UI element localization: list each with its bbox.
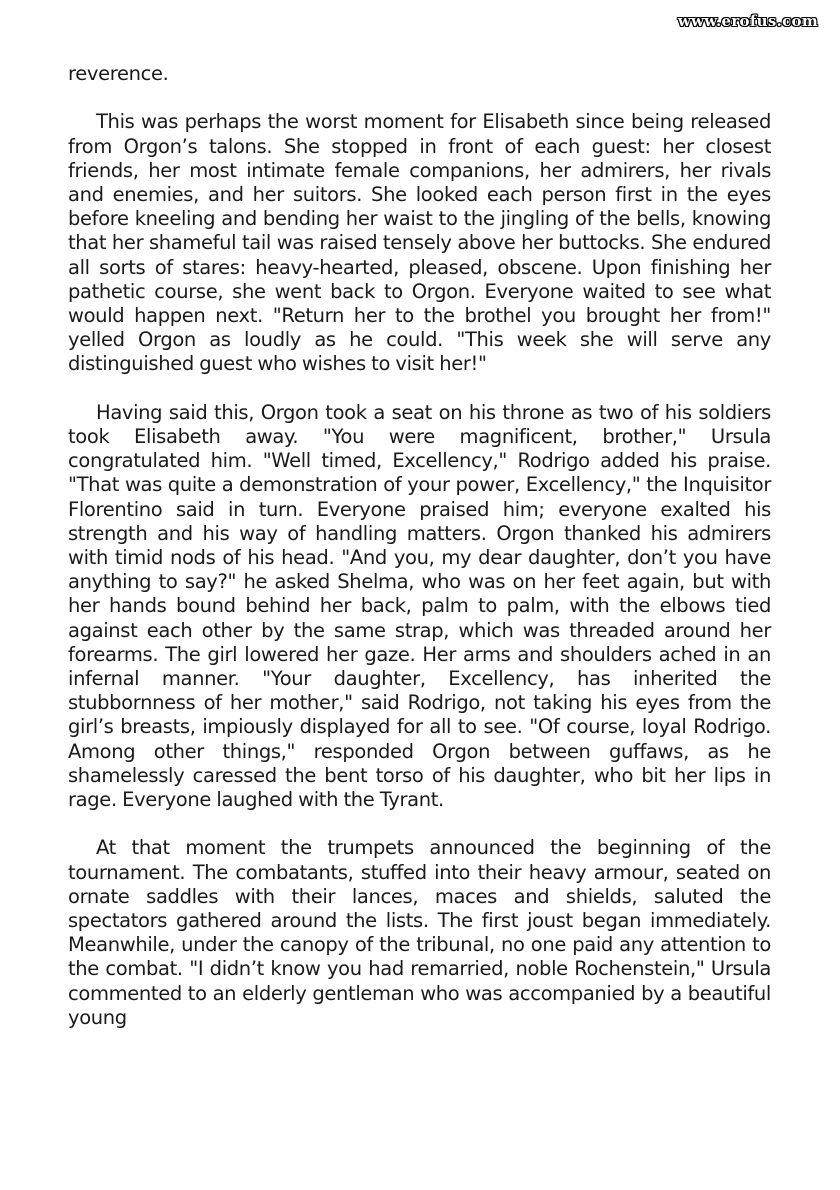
paragraph-continued: reverence. (68, 62, 169, 85)
paragraph-orgon-throne: Having said this, Orgon took a seat on his throne as two of his soldiers took Elisabeth away. "You were magnificent, brother," Ursula congratulated him. "Well timed, Excellency," Rodrigo added his praise. "That was quite a demonstration of your power, Excellency," the Inquisitor Florentino said in turn. Everyone praised him; everyone exalted his strength and his way of handling matters. Orgon thanked his admirers with timid nods of his head. "And you, my dear daughter, don’t you have anything to say?" he asked Shelma, who was on her feet again, but with her hands bound behind her back, palm to palm, with the elbows tied against each other by the same strap, which was threaded around her forearms. The girl lowered her gaze. Her arms and shoulders ached in an infernal manner. "Your daughter, Excellency, has inherited the stubbornness of her mother," said Rodrigo, not taking his eyes from the girl’s breasts, impiously displayed for all to see. "Of course, loyal Rodrigo. Among other things," responded Orgon between guffaws, as he shamelessly caressed the bent torso of his daughter, who bit her lips in rage. Everyone laughed with the Tyrant. (68, 400, 771, 812)
paragraph-elisabeth-guests: This was perhaps the worst moment for Elisabeth since being released from Orgon’s talons. She stopped in front of each guest: her closest friends, her most intimate female companions, her admirers, her rivals and enemies, and her suitors. She looked each person first in the eyes before kneeling and bending her waist to the jingling of the bells, knowing that her shameful tail was raised tensely above her buttocks. She endured all sorts of stares: heavy-hearted, pleased, obscene. Upon finishing her pathetic course, she went back to Orgon. Everyone waited to see what would happen next. "Return her to the brothel you brought her from!" yelled Orgon as loudly as he could. "This week she will serve any distinguished guest who wishes to visit her!" (68, 110, 771, 376)
paragraph-tournament: At that moment the trumpets announced the beginning of the tournament. The combatants, stuffed into their heavy armour, seated on ornate saddles with their lances, maces and shields, saluted the spectators gathered around the lists. The first joust began immediately. Meanwhile, under the canopy of the tribunal, no one paid any attention to the combat. "I didn’t know you had remarried, noble Rochenstein," Ursula commented to an elderly gentleman who was accompanied by a beautiful young (68, 836, 771, 1029)
site-watermark: www.erofus.com (677, 12, 818, 30)
page-text (68, 62, 771, 1054)
